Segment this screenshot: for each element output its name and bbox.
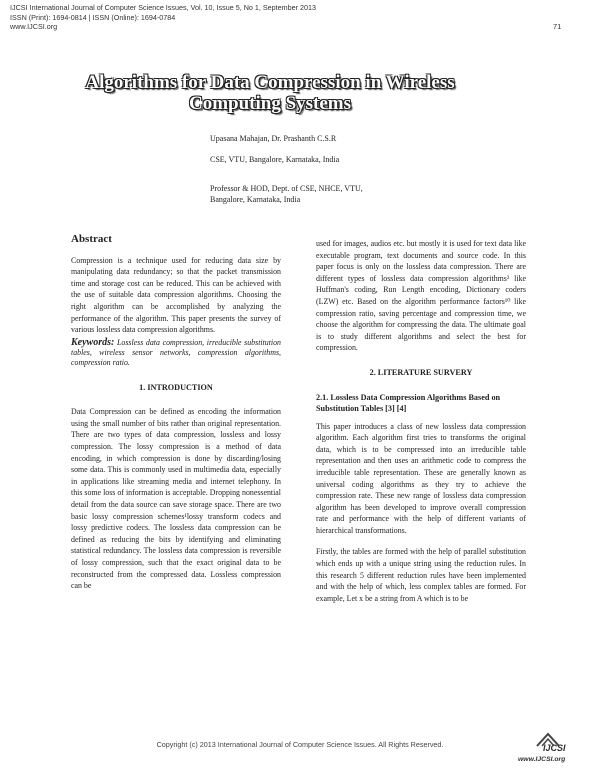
left-column bbox=[71, 234, 281, 592]
subsection-paragraph-2: Firstly, the tables are formed with the help of parallel substitution which ends up with a unique string using the reduction rules. In this research 5 different reduction rules have been implemented and with the help of which, less complex tables are formed. For example, Let x be a string from A which is to be bbox=[316, 547, 526, 603]
ijcsi-logo-text: IJCSI bbox=[543, 743, 566, 753]
paper-title bbox=[60, 72, 480, 114]
ijcsi-logo bbox=[515, 730, 575, 770]
copyright-footer: Copyright (c) 2013 International Journal of Computer Science Issues. All Rights Reserved. bbox=[156, 740, 444, 749]
subsection-heading: 2.1. Lossless Data Compression Algorithms Based on Substitution Tables [3] [4] bbox=[316, 392, 501, 413]
abstract-text: Compression is a technique used for reducing data size by manipulating data redundancy; so that the packet transmission time and storage cost can be reduced. This can be achieved with the use of suitable data compression algorithms. Choosing the right algorithm can be accomplished by analyzing the performance of the algorithm. This paper presents the survey of various lossless data compression algorithms. bbox=[71, 255, 281, 335]
author-affiliation-2-line1: Professor & HOD, Dept. of CSE, NHCE, VTU, bbox=[210, 184, 363, 193]
paper-title-line1: Algorithms for Data Compression in Wireless bbox=[85, 72, 455, 93]
introduction-text: Data Compression can be defined as encoding the information using the small number of bits rather than original representation. There are two types of data compression, lossless and lossy compression. The lossy compression is a method of data encoding, in which compression is done by discarding/losing some data. This is commonly used in multimedia data, especially in applications like streaming media and internet telephony. In this some loss of information is acceptable. Dropping nonessential detail from the data source can save storage space. There are two basic lossy compression schemes¹lossy transform codecs and lossy predictive codecs. The lossless data compression can be defined as reducing the bits by identifying and eliminating statistical redundancy. The lossless data compression is reversible of lossy compression, such that the exact original data to be reconstructed from the compressed data. Lossless compression can be bbox=[71, 407, 281, 591]
paper-title-line2: Computing Systems bbox=[188, 93, 352, 114]
continuation-text: used for images, audios etc. but mostly it is used for text data like executable program, text documents and source code. In this paper focus is only on the lossless data compression. There are different types of lossless data compression algorithms² like Huffman's coding, Run Length encoding, Dictionary coders (LZW) etc. Based on the algorithm performance factors¹⁰ like compression ratio, saving percentage and compression time, we choose the algorithm for compressing the data. The ultimate goal is to study different algorithms and select the best for compression. bbox=[316, 239, 526, 353]
journal-header-line1: IJCSI International Journal of Computer Science Issues, Vol. 10, Issue 5, No 1, September 2013 bbox=[10, 3, 317, 12]
ijcsi-logo-url: www.IJCSI.org bbox=[518, 756, 566, 763]
journal-header-line3: www.IJCSI.org bbox=[10, 22, 58, 32]
abstract-heading: Abstract bbox=[71, 233, 112, 245]
journal-header-line2: ISSN (Print): 1694-0814 | ISSN (Online): 1694-0784 bbox=[10, 12, 176, 22]
literature-survey-heading: 2. LITERATURE SURVERY bbox=[369, 367, 473, 377]
keywords bbox=[71, 338, 281, 369]
page-number: 71 bbox=[553, 22, 562, 31]
journal-header bbox=[10, 3, 316, 32]
introduction-heading: 1. INTRODUCTION bbox=[139, 382, 213, 392]
keywords-label: Keywords: bbox=[71, 336, 115, 348]
keywords-text: Lossless data compression, irreducible substitution tables, wireless sensor networks, compression algorithms, compression ratio. bbox=[71, 337, 281, 368]
subsection-paragraph-1: This paper introduces a class of new lossless data compression algorithm. Each algorithm first tries to transforms the original data, which is to be compressed into an irreducible table representation and then uses an arithmetic code to compress the irreducible table representation. These are generally known as universal coding algorithms as they try to achieve the compression rate. These new range of lossless data compression algorithm has been developed to improve overall compression rate and performance with the help of different variants of hierarchical transformations. bbox=[316, 421, 526, 535]
author-affiliation-1: CSE, VTU, Bangalore, Karnataka, India bbox=[210, 155, 340, 164]
author-affiliation-2-line2: Bangalore, Karnataka, India bbox=[210, 195, 301, 204]
right-column bbox=[316, 238, 526, 604]
author-names: Upasana Mahajan, Dr. Prashanth C.S.R bbox=[210, 134, 337, 143]
